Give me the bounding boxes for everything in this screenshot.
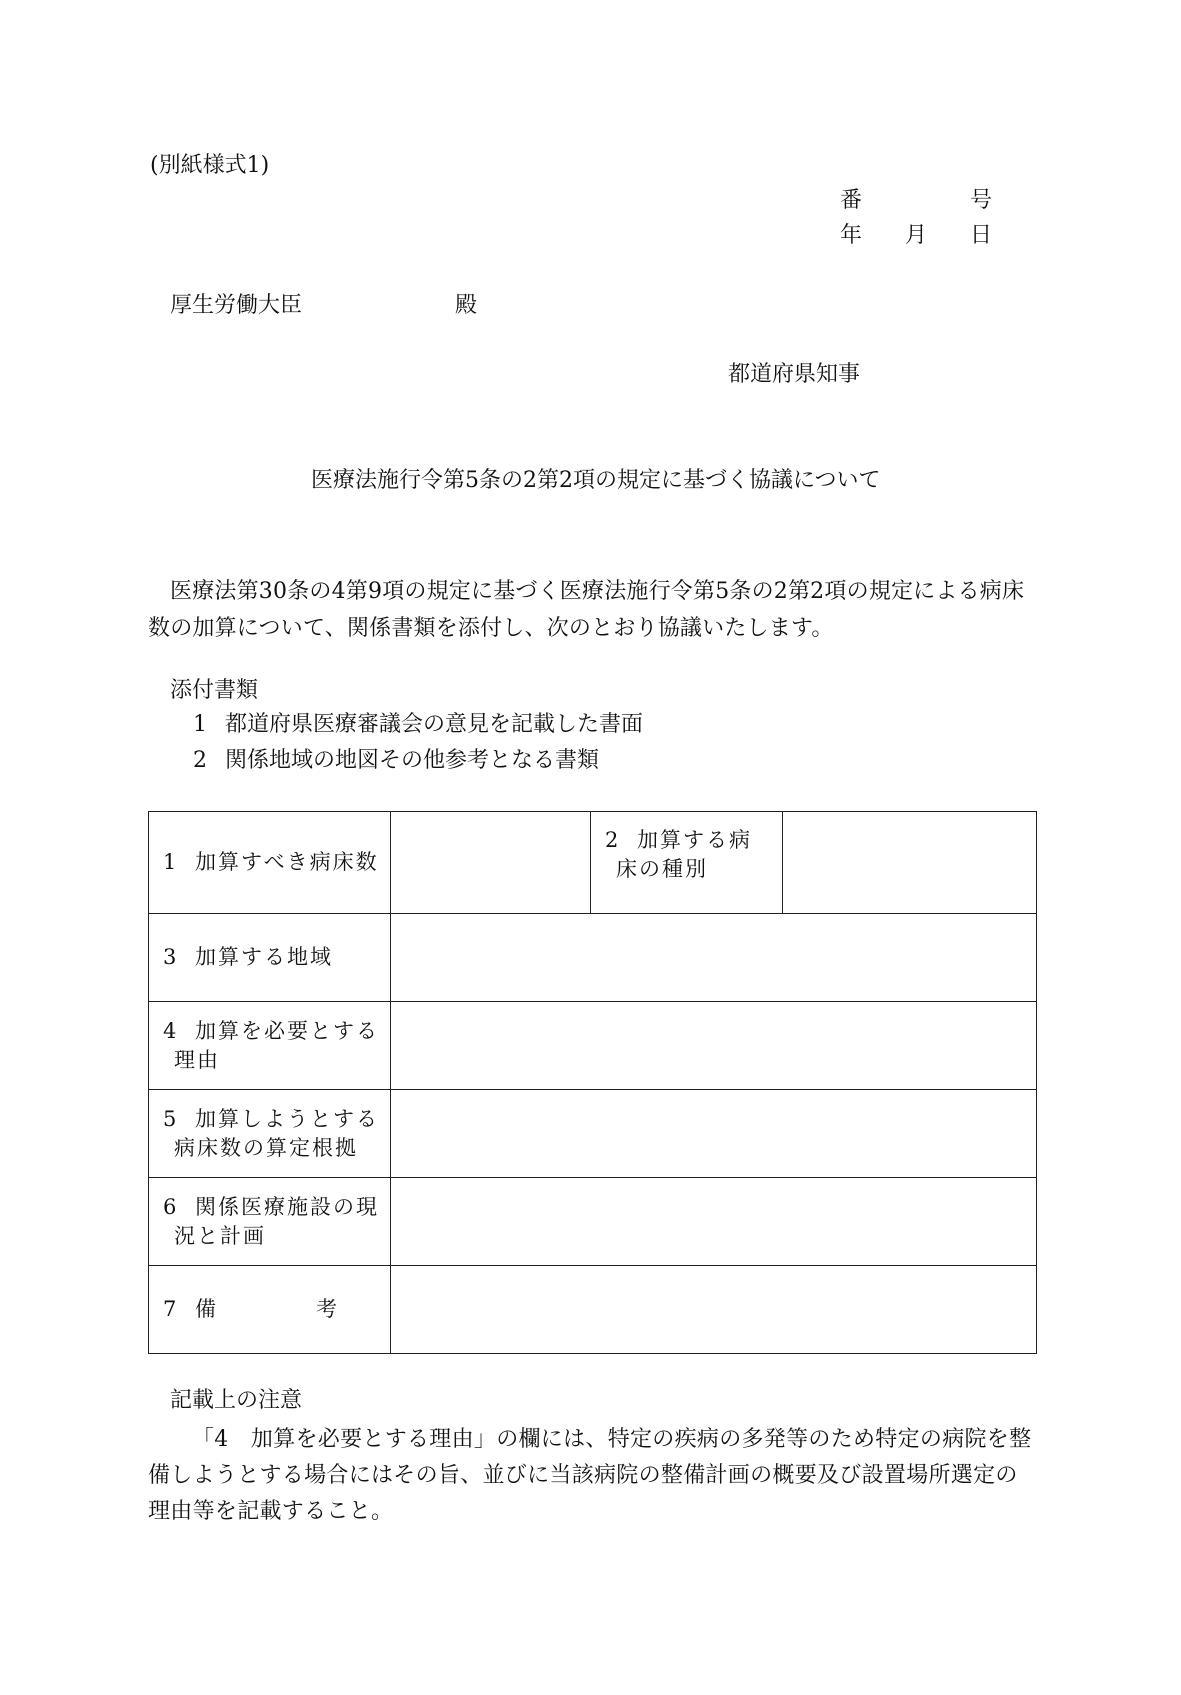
field-label-bed-count: 1 加算すべき病床数: [149, 812, 391, 914]
field-label-facility-status: 6 関係医療施設の現 況と計画: [149, 1178, 391, 1266]
table-row: [149, 1266, 1037, 1354]
date-year-label: 年: [840, 223, 863, 248]
field-label-region: 3 加算する地域: [149, 914, 391, 1002]
sender-title: 都道府県知事: [728, 362, 861, 387]
field-label-remarks: 7 備 考: [149, 1266, 391, 1354]
body-paragraph: 医療法第30条の4第9項の規定に基づく医療法施行令第5条の2第2項の規定による病床数の加算について、関係書類を添付し、次のとおり協議いたします。: [148, 579, 1025, 641]
field-label-reason: 4 加算を必要とする 理由: [149, 1002, 391, 1090]
notes-heading: 記載上の注意: [170, 1388, 303, 1413]
attachments-heading: 添付書類: [170, 678, 259, 703]
field-value-calculation-basis[interactable]: [391, 1090, 1037, 1178]
number-suffix: 号: [970, 188, 993, 213]
notes-paragraph: 「4 加算を必要とする理由」の欄には、特定の疾病の多発等のため特定の病院を整備しようとする場合にはその旨、並びに当該病院の整備計画の概要及び設置場所選定の理由等を記載すること。: [148, 1427, 1032, 1524]
field-value-region[interactable]: [391, 914, 1037, 1002]
field-value-remarks[interactable]: [391, 1266, 1037, 1354]
number-label: 番: [840, 188, 863, 213]
attachment-text: 都道府県医療審議会の意見を記載した書面: [225, 712, 644, 737]
addressee-name: 厚生労働大臣: [170, 293, 303, 318]
table-row: [149, 1002, 1037, 1090]
attachment-item: [193, 750, 599, 772]
field-label-calculation-basis: 5 加算しようとする 病床数の算定根拠: [149, 1090, 391, 1178]
table-row: [149, 914, 1037, 1002]
attachment-number: 1: [193, 712, 207, 737]
form-label: (別紙様式1): [150, 153, 270, 178]
field-value-reason[interactable]: [391, 1002, 1037, 1090]
date-month-label: 月: [905, 223, 928, 248]
field-value-facility-status[interactable]: [391, 1178, 1037, 1266]
field-value-bed-type[interactable]: [783, 812, 1037, 914]
field-label-bed-type: 2 加算する病 床の種別: [591, 812, 783, 914]
consultation-form-table: [148, 811, 1037, 1354]
document-title: 医療法施行令第5条の2第2項の規定に基づく協議について: [311, 468, 881, 493]
field-value-bed-count[interactable]: [391, 812, 591, 914]
date-day-label: 日: [970, 223, 993, 248]
attachment-text: 関係地域の地図その他参考となる書類: [225, 748, 600, 773]
table-row: [149, 1178, 1037, 1266]
table-row: [149, 812, 1037, 914]
attachment-item: [193, 714, 643, 736]
attachment-number: 2: [193, 748, 207, 773]
table-row: [149, 1090, 1037, 1178]
addressee-honorific: 殿: [455, 293, 478, 318]
